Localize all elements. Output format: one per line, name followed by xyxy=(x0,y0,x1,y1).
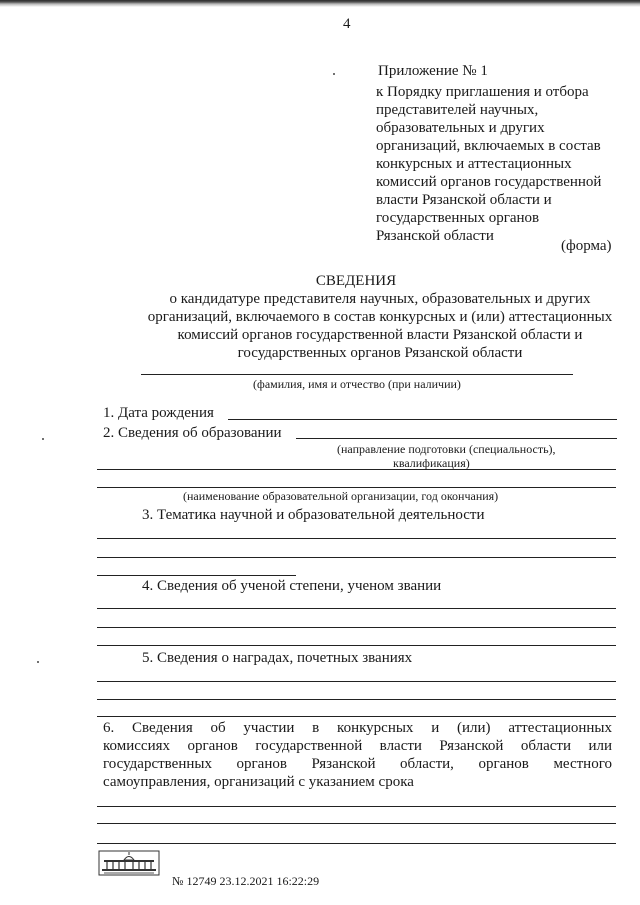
appendix-line: к Порядку приглашения и отбора xyxy=(376,84,589,100)
heading-line: комиссий органов государственной власти Рязанской области и xyxy=(177,327,583,343)
participation-text: государственных органов Рязанской области, органов местного xyxy=(103,756,612,772)
education-line xyxy=(97,469,616,470)
page-number: 4 xyxy=(343,16,351,32)
appendix-line: комиссий органов государственной xyxy=(376,174,602,190)
institution-caption: (наименование образовательной организации, год окончания) xyxy=(183,489,499,503)
awards-label: 5. Сведения о наградах, почетных званиях xyxy=(142,650,413,666)
participation-field-line xyxy=(97,806,616,807)
appendix-line: представителей научных, xyxy=(376,102,539,118)
scan-speck xyxy=(42,438,44,440)
fio-field-line xyxy=(141,374,573,375)
degree-label: 4. Сведения об ученой степени, ученом звании xyxy=(142,578,442,594)
appendix-line: конкурсных и аттестационных xyxy=(376,156,572,172)
degree-field-line xyxy=(97,645,616,646)
heading-line: о кандидатуре представителя научных, образовательных и других xyxy=(169,291,591,307)
education-field-line xyxy=(296,438,617,439)
topics-field-line xyxy=(97,538,616,539)
scan-edge xyxy=(0,0,640,7)
participation-field-line xyxy=(97,823,616,824)
scan-speck xyxy=(333,73,335,75)
education-caption: квалификация) xyxy=(393,456,470,470)
government-building-icon xyxy=(98,850,160,876)
topics-field-line xyxy=(97,557,616,558)
heading-title: СВЕДЕНИЯ xyxy=(315,273,397,289)
scan-speck xyxy=(37,661,39,663)
appendix-line: образовательных и других xyxy=(376,120,545,136)
awards-field-line xyxy=(97,681,616,682)
appendix-title: Приложение № 1 xyxy=(378,63,488,79)
degree-field-line xyxy=(97,608,616,609)
education-label: 2. Сведения об образовании xyxy=(103,425,282,441)
birth-date-label: 1. Дата рождения xyxy=(103,405,214,421)
topics-label: 3. Тематика научной и образовательной деятельности xyxy=(142,507,485,523)
awards-field-line xyxy=(97,699,616,700)
appendix-line: Рязанской области xyxy=(376,228,494,244)
appendix-line: власти Рязанской области и xyxy=(376,192,552,208)
heading-line: организаций, включаемого в состав конкурсных и (или) аттестационных xyxy=(147,309,613,325)
awards-field-line xyxy=(97,716,616,717)
education-caption: (направление подготовки (специальность), xyxy=(337,442,556,456)
registration-number: № 12749 23.12.2021 16:22:29 xyxy=(172,874,320,888)
appendix-line: государственных органов xyxy=(376,210,540,226)
participation-text: комиссиях органов государственной власти Рязанской области или xyxy=(103,738,612,754)
participation-field-line xyxy=(97,843,616,844)
degree-field-line xyxy=(97,627,616,628)
participation-text: самоуправления, организаций с указанием срока xyxy=(103,774,414,790)
appendix-line: организаций, включаемых в состав xyxy=(376,138,601,154)
institution-field-line xyxy=(97,487,616,488)
birth-date-field-line xyxy=(228,419,617,420)
heading-line: государственных органов Рязанской области xyxy=(237,345,523,361)
participation-text: 6. Сведения об участии в конкурсных и (или) аттестационных xyxy=(103,720,612,736)
topics-field-line xyxy=(97,575,296,576)
fio-caption: (фамилия, имя и отчество (при наличии) xyxy=(253,377,461,391)
form-label: (форма) xyxy=(561,238,612,254)
